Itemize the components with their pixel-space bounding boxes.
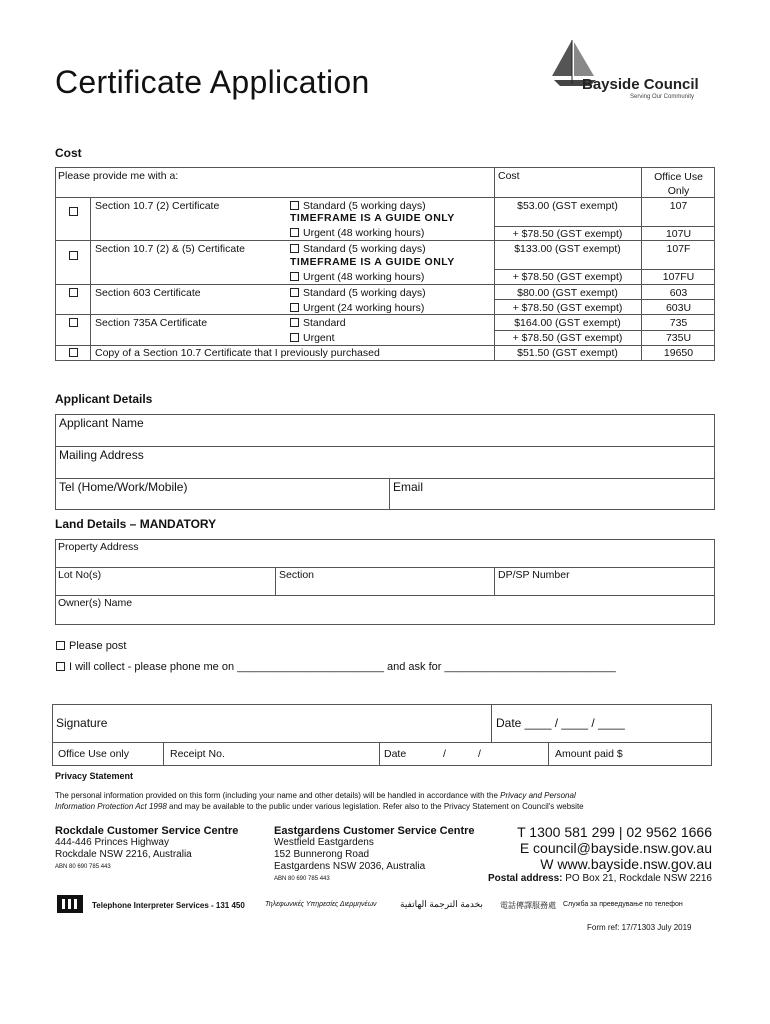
row3-urgent-checkbox[interactable]	[290, 333, 299, 342]
col-office-header: Office Use Only	[654, 171, 703, 197]
privacy-act-name-1: Privacy and Personal	[500, 791, 576, 800]
office-use-label: Office Use only	[58, 748, 130, 760]
row1-checkbox[interactable]	[69, 251, 78, 260]
row0-urgent-label: Urgent (48 working hours)	[303, 227, 425, 239]
applicant-name-field[interactable]: Applicant Name	[59, 416, 144, 430]
row4-cost: $51.50 (GST exempt)	[517, 347, 618, 359]
row1-timeframe: TIMEFRAME IS A GUIDE ONLY	[290, 256, 455, 268]
row1-urgent-cost: + $78.50 (GST exempt)	[512, 271, 623, 283]
row3-item: Section 735A Certificate	[95, 317, 208, 329]
row0-urgent-cost: + $78.50 (GST exempt)	[512, 228, 623, 240]
interpreter-icon	[57, 895, 83, 913]
eastgardens-heading: Eastgardens Customer Service Centre	[274, 825, 475, 837]
dp-sp-field[interactable]: DP/SP Number	[498, 569, 570, 581]
row1-standard-checkbox[interactable]	[290, 244, 299, 253]
row2-standard-label: Standard (5 working days)	[303, 287, 426, 299]
eastgardens-centre	[274, 825, 475, 885]
privacy-text	[55, 790, 715, 812]
row0-standard-checkbox[interactable]	[290, 201, 299, 210]
row1-code: 107F	[666, 243, 691, 255]
privacy-text-part1: The personal information provided on this form (including your name and other details) will be handled in accordance with the	[55, 791, 501, 800]
signature-field[interactable]: Signature	[56, 716, 108, 730]
form-reference: Form ref: 17/71303 July 2019	[587, 923, 692, 932]
eastgardens-line2: 152 Bunnerong Road	[274, 849, 370, 860]
privacy-heading: Privacy Statement	[55, 771, 134, 781]
row0-standard-label: Standard (5 working days)	[303, 200, 426, 212]
date-field[interactable]: Date ____ / ____ / ____	[496, 716, 625, 730]
interpreter-serbian: Служба за преведување по телефон	[563, 901, 683, 908]
row2-urgent-label: Urgent (24 working hours)	[303, 302, 425, 314]
col-cost-header: Cost	[498, 170, 520, 182]
land-heading: Land Details – MANDATORY	[55, 517, 217, 531]
email-field[interactable]: Email	[393, 480, 424, 494]
phone-numbers: T 1300 581 299 | 02 9562 1666	[517, 824, 712, 840]
row4-item: Copy of a Section 10.7 Certificate that I previously purchased	[95, 347, 380, 359]
office-date-field[interactable]: Date	[384, 748, 407, 760]
cost-heading: Cost	[55, 146, 82, 160]
interpreter-services: Telephone Interpreter Services - 131 450	[92, 901, 245, 910]
row3-code: 735	[669, 317, 688, 329]
row2-urgent-cost: + $78.50 (GST exempt)	[512, 302, 623, 314]
row2-code: 603	[669, 287, 688, 299]
receipt-field[interactable]: Receipt No.	[170, 748, 225, 760]
date-slash-1: /	[443, 748, 446, 760]
row1-cost: $133.00 (GST exempt)	[514, 243, 621, 255]
row0-cost: $53.00 (GST exempt)	[517, 200, 618, 212]
row0-urgent-code: 107U	[665, 228, 692, 240]
rockdale-heading: Rockdale Customer Service Centre	[55, 825, 239, 837]
rockdale-line2: Rockdale NSW 2216, Australia	[55, 849, 192, 860]
row1-urgent-label: Urgent (48 working hours)	[303, 271, 425, 283]
privacy-act-name-2: Information Protection Act 1998	[55, 802, 167, 811]
logo-text: Bayside Council	[582, 76, 699, 93]
applicant-heading: Applicant Details	[55, 392, 153, 406]
collect-checkbox[interactable]	[56, 662, 65, 671]
row2-urgent-code: 603U	[665, 302, 692, 314]
row3-checkbox[interactable]	[69, 318, 78, 327]
rockdale-line1: 444-446 Princes Highway	[55, 837, 169, 848]
row3-standard-checkbox[interactable]	[290, 318, 299, 327]
row3-urgent-code: 735U	[665, 332, 692, 344]
row2-urgent-checkbox[interactable]	[290, 303, 299, 312]
row0-timeframe: TIMEFRAME IS A GUIDE ONLY	[290, 212, 455, 224]
logo-tagline: Serving Our Community	[630, 94, 695, 100]
row3-cost: $164.00 (GST exempt)	[514, 317, 621, 329]
interpreter-greek: Τηλεφωνικές Υπηρεσίες Διερμηνέων	[265, 901, 377, 908]
row2-cost: $80.00 (GST exempt)	[517, 287, 618, 299]
row4-code: 19650	[663, 347, 694, 359]
page-title: Certificate Application	[55, 64, 370, 100]
row1-urgent-code: 107FU	[662, 271, 695, 283]
postal-address	[488, 873, 712, 884]
postal-label: Postal address:	[487, 873, 563, 884]
row0-checkbox[interactable]	[69, 207, 78, 216]
row3-standard-label: Standard	[303, 317, 346, 329]
mailing-address-field[interactable]: Mailing Address	[59, 448, 144, 462]
owner-name-field[interactable]: Owner(s) Name	[58, 597, 133, 609]
eastgardens-abn: ABN 80 690 785 443	[274, 876, 330, 882]
amount-paid-field[interactable]: Amount paid $	[555, 748, 623, 760]
row1-item: Section 10.7 (2) & (5) Certificate	[95, 243, 245, 255]
row2-standard-checkbox[interactable]	[290, 288, 299, 297]
council-logo	[548, 40, 718, 104]
rockdale-abn: ABN 80 690 785 443	[55, 864, 111, 870]
row2-item: Section 603 Certificate	[95, 287, 201, 299]
eastgardens-line1: Westfield Eastgardens	[274, 837, 374, 848]
rockdale-centre	[55, 825, 238, 873]
collect-label: I will collect - please phone me on ________________________ and ask for ____________________________	[69, 661, 616, 673]
row0-urgent-checkbox[interactable]	[290, 228, 299, 237]
section-field[interactable]: Section	[279, 569, 315, 581]
date-slash-2: /	[478, 748, 481, 760]
row0-code: 107	[669, 200, 688, 212]
row1-standard-label: Standard (5 working days)	[303, 243, 426, 255]
interpreter-chinese: 電話傳譯服務處	[500, 901, 556, 910]
post-label: Please post	[69, 640, 127, 652]
council-email: E council@bayside.nsw.gov.au	[519, 840, 712, 856]
postal-value: PO Box 21, Rockdale NSW 2216	[562, 873, 712, 884]
council-website: W www.bayside.nsw.gov.au	[540, 856, 712, 872]
row1-urgent-checkbox[interactable]	[290, 272, 299, 281]
lot-field[interactable]: Lot No(s)	[58, 569, 102, 581]
tel-field[interactable]: Tel (Home/Work/Mobile)	[59, 480, 188, 494]
row0-item: Section 10.7 (2) Certificate	[95, 200, 220, 212]
row4-checkbox[interactable]	[69, 348, 78, 357]
property-address-field[interactable]: Property Address	[58, 541, 139, 553]
row3-urgent-label: Urgent	[303, 332, 335, 344]
privacy-text-part2: and may be available to the public under various legislation. Refer also to the Privacy Statement on Council's website	[166, 802, 584, 811]
interpreter-arabic: بخدمة الترجمة الهاتفية	[400, 899, 483, 909]
row3-urgent-cost: + $78.50 (GST exempt)	[512, 332, 623, 344]
post-checkbox[interactable]	[56, 641, 65, 650]
eastgardens-line3: Eastgardens NSW 2036, Australia	[274, 861, 426, 872]
col-request-header: Please provide me with a:	[58, 170, 179, 182]
row2-checkbox[interactable]	[69, 288, 78, 297]
